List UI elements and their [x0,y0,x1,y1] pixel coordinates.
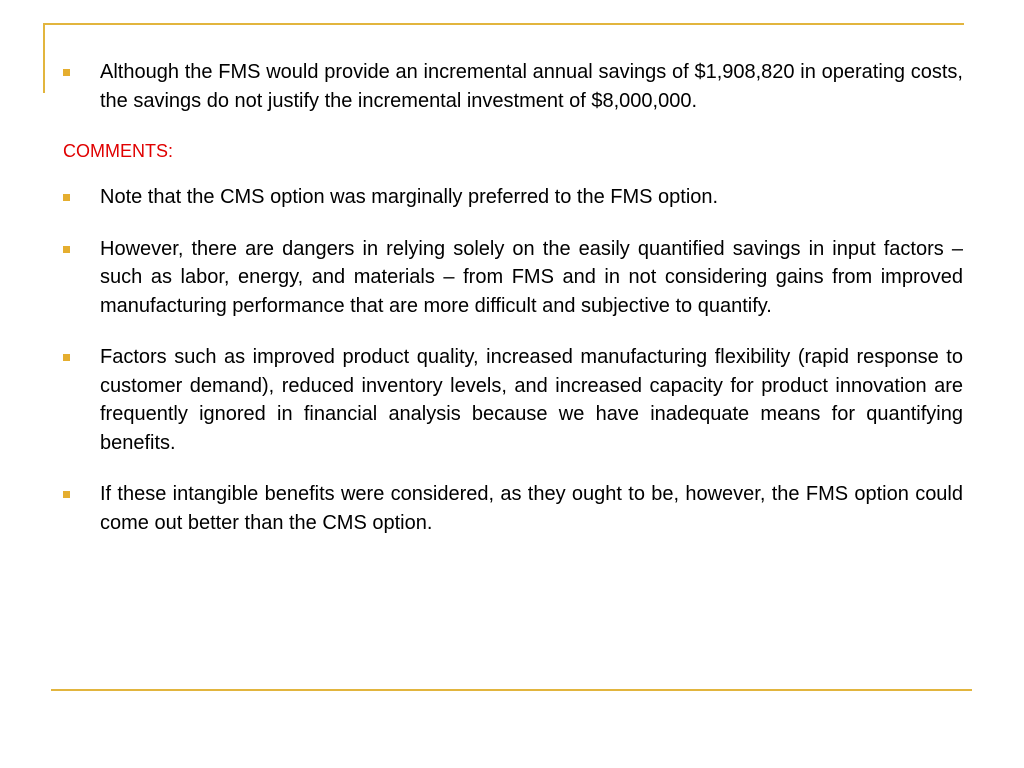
comment-item [63,343,963,457]
square-bullet-icon [63,194,70,201]
top-frame-line [43,23,964,25]
bullet-text: Although the FMS would provide an incremental annual savings of $1,908,820 in operating costs, the savings do not justify the incremental investment of $8,000,000. [100,61,963,112]
comment-text: Factors such as improved product quality, increased manufacturing flexibility (rapid response to customer demand), reduced inventory levels, and increased capacity for product innovation are frequently ignored in financial analysis because we have inadequate means for quantifying benefits. [100,346,963,454]
comments-heading: COMMENTS: [63,141,173,161]
square-bullet-icon [63,354,70,361]
comment-item [63,183,963,212]
square-bullet-icon [63,246,70,253]
bottom-frame-line [51,689,972,691]
comment-text: Note that the CMS option was marginally preferred to the FMS option. [100,186,719,208]
comment-item [63,480,963,537]
bullet-item-savings [63,58,963,115]
comment-item [63,235,963,321]
left-frame-line [43,23,45,93]
comment-text: However, there are dangers in relying solely on the easily quantified savings in input factors – such as labor, energy, and materials – from FMS and in not considering gains from improved manufacturing performance that are more difficult and subjective to quantify. [100,237,963,317]
slide-content [63,58,963,560]
square-bullet-icon [63,69,70,76]
square-bullet-icon [63,491,70,498]
comment-text: If these intangible benefits were considered, as they ought to be, however, the FMS option could come out better than the CMS option. [100,483,963,534]
